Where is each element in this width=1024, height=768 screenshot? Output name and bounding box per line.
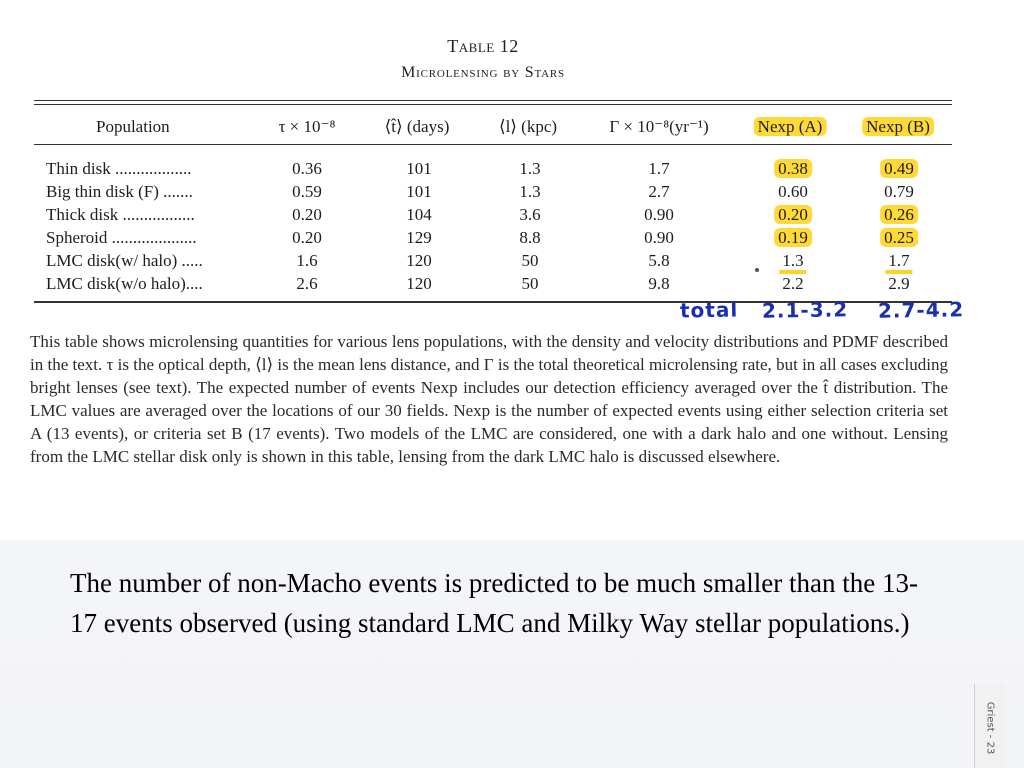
row-t: 120 [406, 274, 432, 293]
row-gamma: 1.7 [648, 159, 670, 178]
row-gamma: 5.8 [648, 251, 670, 270]
top-rule-double [34, 104, 952, 105]
row-l: 1.3 [519, 159, 541, 178]
row-tau: 1.6 [296, 251, 318, 270]
row-population: LMC disk(w/o halo).... [46, 274, 203, 293]
row-nexp-a: 0.20 [774, 205, 812, 225]
handwritten-range-b: 2.7-4.2 [877, 297, 965, 323]
table-caption [30, 330, 948, 468]
row-population: Big thin disk (F) ....... [46, 182, 193, 201]
row-tau: 2.6 [296, 274, 318, 293]
header-rule [34, 144, 952, 145]
row-nexp-b: 2.9 [888, 274, 910, 293]
table-title: Table 12 [447, 36, 519, 56]
header-nexp-b: Nexp (B) [862, 117, 934, 137]
header-l: ⟨l⟩ (kpc) [498, 117, 558, 136]
row-l: 1.3 [519, 182, 541, 201]
row-l: 8.8 [519, 228, 541, 247]
caption-text: This table shows microlensing quantities for various lens populations, with the density and velocity distributions and PDMF described in the text. τ is the optical depth, ⟨l⟩ is the mean lens distance, and Γ is the total theoretical microlensing rate, but in all cases excluding bright lenses (see text). The expected number of events Nexp includes our detection efficiency averaged over the t̂ distribution. The LMC values are averaged over the locations of our 30 fields. Nexp is the number of expected events using either selection criteria set A (13 events), or criteria set B (17 events). Two models of the LMC are considered, one with a dark halo and one without. Lensing from the LMC stellar disk only is shown in this table, lensing from the dark LMC halo is discussed elsewhere. [30, 332, 948, 466]
row-nexp-a: 0.60 [778, 182, 808, 201]
row-l: 3.6 [519, 205, 541, 224]
header-t: ⟨t̂⟩ (days) [384, 117, 450, 136]
row-population: Thin disk .................. [46, 159, 192, 178]
header-nexp-a: Nexp (A) [754, 117, 827, 137]
row-nexp-b: 0.25 [880, 228, 918, 248]
slide-number-label: Griest - 23 [984, 701, 996, 755]
row-nexp-b: 0.26 [880, 205, 918, 225]
row-t: 129 [406, 228, 432, 247]
header-tau: τ × 10⁻⁸ [278, 117, 336, 136]
row-nexp-a: 0.38 [774, 159, 812, 179]
row-population: Thick disk ................. [46, 205, 195, 224]
row-l: 50 [521, 274, 539, 293]
header-gamma: Γ × 10⁻⁸(yr⁻¹) [609, 117, 709, 136]
row-population: LMC disk(w/ halo) ..... [46, 251, 203, 270]
slide-number-tab [974, 684, 1005, 768]
header-population: Population [96, 117, 170, 136]
row-tau: 0.20 [292, 205, 322, 224]
row-t: 104 [406, 205, 432, 224]
row-gamma: 0.90 [644, 205, 674, 224]
row-tau: 0.59 [292, 182, 322, 201]
handwritten-total-label: total [679, 297, 739, 323]
row-tau: 0.36 [292, 159, 322, 178]
row-nexp-a: 2.2 [782, 274, 804, 293]
row-t: 101 [406, 159, 432, 178]
row-nexp-a: 1.3 [779, 251, 806, 271]
slide-remark: The number of non-Macho events is predicted to be much smaller than the 13-17 events observed (using standard LMC and Milky Way stellar populations.) [70, 568, 918, 638]
table-subtitle: Microlensing by Stars [401, 64, 565, 81]
row-t: 120 [406, 251, 432, 270]
row-nexp-b: 1.7 [885, 251, 912, 271]
row-gamma: 2.7 [648, 182, 670, 201]
pen-mark [755, 268, 759, 272]
row-population: Spheroid .................... [46, 228, 197, 247]
row-l: 50 [521, 251, 539, 270]
row-gamma: 0.90 [644, 228, 674, 247]
row-t: 101 [406, 182, 432, 201]
row-gamma: 9.8 [648, 274, 670, 293]
handwritten-range-a: 2.1-3.2 [761, 297, 849, 323]
row-nexp-b: 0.79 [884, 182, 914, 201]
row-tau: 0.20 [292, 228, 322, 247]
row-nexp-b: 0.49 [880, 159, 918, 179]
row-nexp-a: 0.19 [774, 228, 812, 248]
top-rule [34, 100, 952, 101]
